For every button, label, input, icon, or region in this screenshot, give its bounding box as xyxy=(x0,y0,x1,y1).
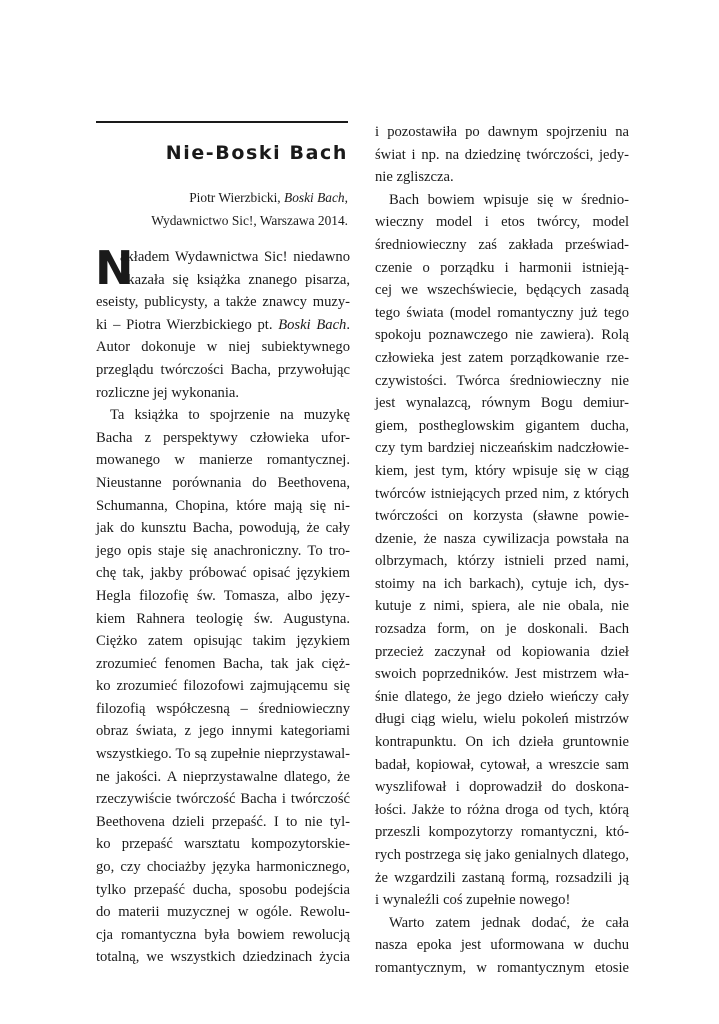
text-line: Ta książka to spojrzenie na muzykę xyxy=(110,407,350,424)
article-title: Nie-Boski Bach xyxy=(165,142,348,164)
text-line: łości. Jakże to różna droga od tych, którą xyxy=(375,801,629,818)
text-line: ko zrozumieć filozofowi zajmującemu się xyxy=(96,678,350,695)
text-line: rych postrzega się jako genialnych dlatego, xyxy=(375,847,629,863)
title-rule xyxy=(96,121,348,123)
text-line: świat i np. na dziedzinę twórczości, jedy- xyxy=(375,146,629,163)
text-line: średniowieczny zaś zakłada przeświad- xyxy=(375,236,629,253)
text-line: i wynaleźli coś zupełnie nowego! xyxy=(375,892,571,909)
text-line: ko przepaść warsztatu kompozytorskie- xyxy=(96,836,350,853)
text-line: spokoju poznawczego nie zawiera). Rolą xyxy=(375,327,629,344)
text-line: wyszlifował i doprowadził do doskona- xyxy=(375,779,629,796)
text-line: Ciężko zatem opisując takim językiem xyxy=(96,633,350,650)
text-line: akładem Wydawnictwa Sic! niedawno xyxy=(120,249,350,265)
drop-cap: N xyxy=(95,241,134,295)
text-line: rozsadza form, on je doskonali. Bach xyxy=(375,621,629,638)
text-line: jest wynalazcą, równym Bogu demiur- xyxy=(375,395,629,412)
text-line: Warto zatem jednak dodać, że cała xyxy=(389,914,629,931)
byline-publisher-line: Wydawnictwo Sic!, Warszawa 2014. xyxy=(151,213,348,228)
text-line: badał, kopiował, cytował, a wreszcie sam xyxy=(375,756,629,773)
text-line: i pozostawiła po dawnym spojrzeniu na xyxy=(375,124,629,140)
text-line: przeszli kompozytorzy romantyczni, któ- xyxy=(375,824,629,841)
text-line: twórców istniejących przed nim, z których xyxy=(375,485,629,502)
text-line: eseisty, publicysty, a także znawcy muzy- xyxy=(96,294,350,311)
article-byline xyxy=(151,186,348,232)
text-line: Bacha z perspektywy człowieka ufor- xyxy=(96,429,350,446)
text-line: człowieka jest zatem porządkowanie rze- xyxy=(375,349,629,366)
text-line: Bach bowiem wpisuje się w średnio- xyxy=(389,191,629,208)
text-line: rozliczne jej wykonania. xyxy=(96,384,240,401)
text-line: nasza epoka jest uformowana w duchu xyxy=(375,937,629,954)
text-line: ukazała się książka znanego pisarza, xyxy=(120,271,350,288)
text-line: ne jakości. A nieprzystawalne dlatego, że xyxy=(96,768,350,785)
text-line: nie zgliszcza. xyxy=(375,169,454,186)
text-line: stoimy na ich barkach), cytuje ich, dys- xyxy=(375,575,629,592)
text-line: Hegla filozofię św. Tomasza, albo języ- xyxy=(96,587,350,604)
text-line: twórczości on korzysta (sławne powie- xyxy=(375,508,629,525)
text-line: kontrapunktu. On ich dzieła gruntownie xyxy=(375,734,629,751)
text-line: kiem Rahnera teologię św. Augustyna. xyxy=(96,610,350,627)
text-line: kutuje z nimi, spiera, ale nie obala, nie xyxy=(375,598,629,615)
text-line: rzeczywiście twórczość Bacha i twórczość xyxy=(96,791,350,808)
text-line: giem, postheglowskim gigantem ducha, xyxy=(375,417,629,434)
text-line: długi ciąg wielu, wielu pokoleń mistrzów xyxy=(375,711,629,728)
text-line: czy tym bardziej niczeańskim nadczłowie- xyxy=(375,440,629,457)
text-line: jego opis staje się anachroniczny. To tro- xyxy=(96,542,350,559)
text-line: mowanego w manierze romantycznej. xyxy=(96,452,350,469)
text-line: obraz świata, z jego innymi kategoriami xyxy=(96,723,350,740)
text-line: ki – Piotra Wierzbickiego pt. Boski Bach. xyxy=(96,316,350,333)
text-line: totalną, we wszystkich dziedzinach życia xyxy=(96,949,350,966)
text-line: kiem, jest tym, który wpisuje się w ciąg xyxy=(375,462,629,479)
text-line: swoich poprzedników. Jest mistrzem wła- xyxy=(375,666,629,683)
text-line: romantycznym, w romantycznym etosie xyxy=(375,959,629,976)
text-line: że wzgardzili zastaną formą, rozsadzili ją xyxy=(375,869,629,886)
text-line: cej we wszechświecie, będących zasadą xyxy=(375,282,629,299)
text-line: chę tak, jakby próbować opisać językiem xyxy=(96,565,350,582)
text-line: tego świata (model romantyczny już tego xyxy=(375,304,629,321)
left-column-text xyxy=(95,241,350,969)
text-line: Beethovena dzieli przepaść. I to nie tyl- xyxy=(96,813,350,830)
text-line: cja romantyczna była bowiem rewolucją xyxy=(96,926,350,943)
text-line: czenie o porządku i harmonii istnieją- xyxy=(375,259,629,276)
text-line: przecież zaczynał od kopiowania dzieł xyxy=(375,643,629,660)
text-line: go, czy chociażby języka harmonicznego, xyxy=(96,859,350,876)
text-line: jak do kunsztu Bacha, powodują, że cały xyxy=(96,520,350,537)
text-line: tylko przepaść ducha, sposobu podejścia xyxy=(96,881,350,898)
text-line: śnie dlatego, że jego dzieło wieńczy cały xyxy=(375,688,629,705)
text-line: wieczny model i etos twórcy, model xyxy=(375,214,629,231)
text-line: do materii muzycznej w ogóle. Rewolu- xyxy=(96,904,350,921)
text-line: dzenie, że nasza cywilizacja powstała na xyxy=(375,530,629,547)
text-line: olbrzymach, którzy istnieli przed nami, xyxy=(375,553,629,570)
text-line: czywistości. Twórca średniowieczny nie xyxy=(375,372,629,389)
text-line: filozofią współczesną – średniowieczny xyxy=(96,700,350,717)
text-line: Autor dokonuje w niej subiektywnego xyxy=(96,339,350,356)
text-line: przeglądu twórczości Bacha, przywołując xyxy=(96,361,350,378)
text-line: Schumanna, Chopina, które mają się ni- xyxy=(96,497,350,514)
text-line: wszystkiego. To są zupełnie nieprzystawal- xyxy=(96,746,350,763)
byline-author-line: Piotr Wierzbicki, Boski Bach, xyxy=(189,190,348,205)
right-column-text xyxy=(375,121,629,980)
text-line: zrozumieć fenomen Bacha, tak jak cięż- xyxy=(96,655,350,672)
text-line: Nieustanne porównania do Beethovena, xyxy=(96,474,350,491)
